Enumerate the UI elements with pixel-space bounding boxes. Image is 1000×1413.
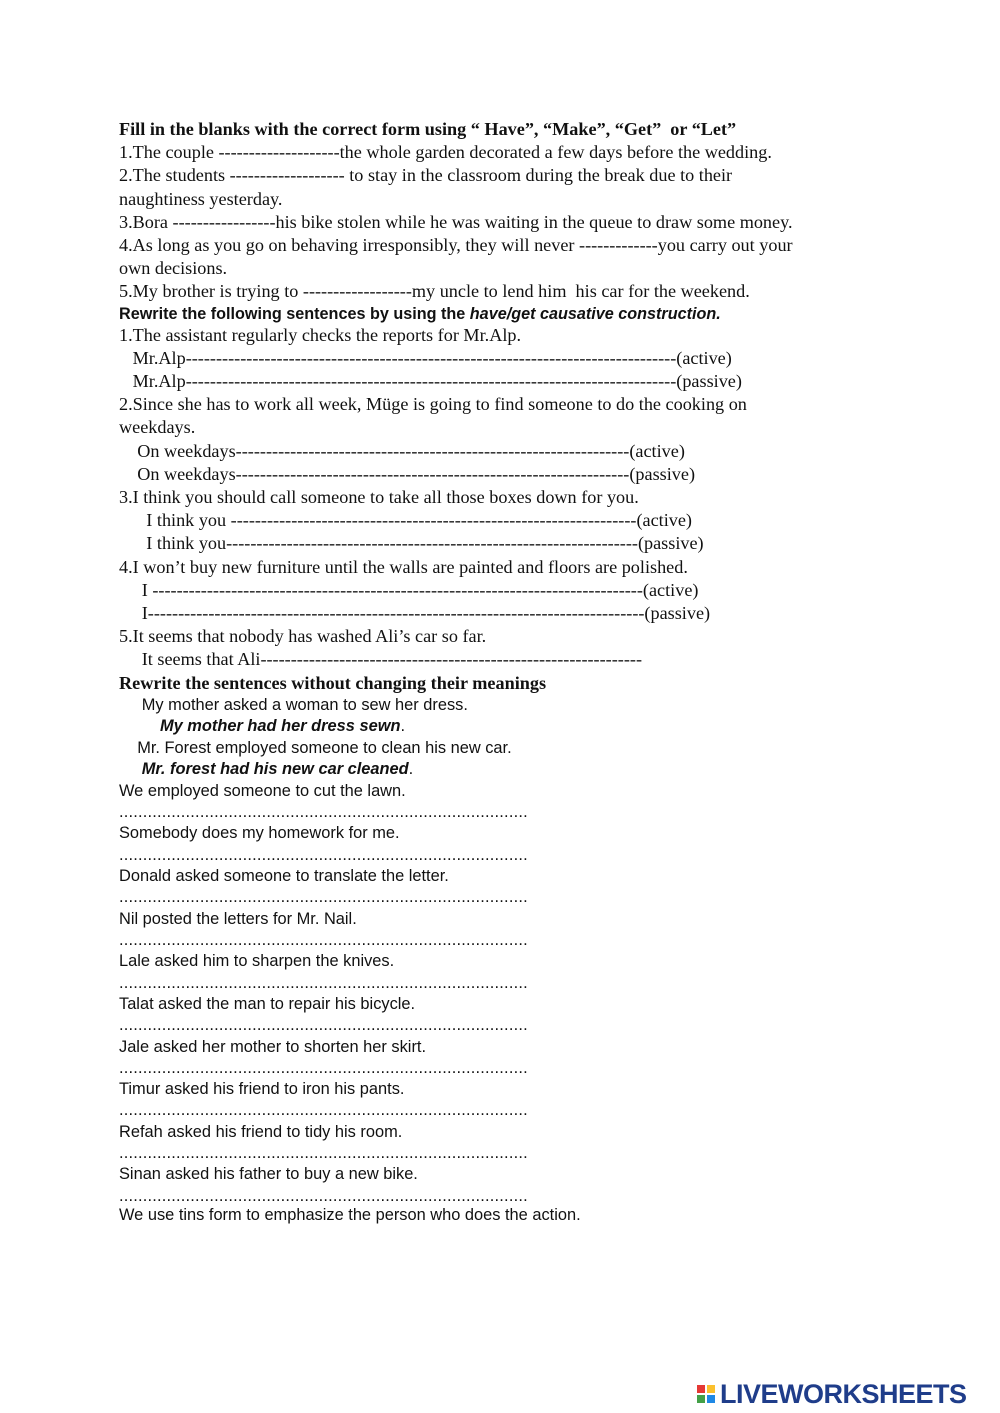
brand-square: [707, 1385, 715, 1393]
exercise-sentence: Jale asked her mother to shorten her skirt.: [119, 1037, 427, 1056]
exercise-sentence: Lale asked him to sharpen the knives.: [119, 952, 395, 971]
causative-line: On weekdays-----------------------------------------------------------------(active): [119, 440, 685, 461]
answer-line[interactable]: ......................................................................................: [119, 973, 528, 992]
causative-line: I think you--------------------------------------------------------------------(passive): [119, 533, 704, 554]
causative-line: Mr.Alp---------------------------------------------------------------------------------(active): [119, 347, 732, 368]
exercise-sentence: Timur asked his friend to iron his pants.: [119, 1080, 405, 1099]
section1-heading: Fill in the blanks with the correct form using “ Have”, “Make”, “Get” or “Let”: [119, 119, 737, 139]
causative-line: It seems that Ali---------------------------------------------------------------: [119, 649, 643, 670]
fill-blank-item: 2.The students ------------------- to stay in the classroom during the break due to their: [119, 165, 733, 186]
answer-line[interactable]: ......................................................................................: [119, 888, 528, 907]
causative-line: I think you -------------------------------------------------------------------(active): [119, 510, 692, 531]
answer-line[interactable]: ......................................................................................: [119, 1016, 528, 1035]
section-rewrite: [119, 672, 879, 1207]
brand-square: [697, 1395, 705, 1403]
section2-heading: [119, 304, 879, 324]
section3-exercises: [119, 781, 879, 1207]
causative-line: Mr.Alp---------------------------------------------------------------------------------(passive): [119, 371, 742, 392]
liveworksheets-logo: [697, 1379, 967, 1409]
section3-examples: [119, 695, 879, 781]
exercise-sentence: Somebody does my homework for me.: [119, 824, 400, 843]
causative-line: 5.It seems that nobody has washed Ali’s car so far.: [119, 626, 487, 647]
causative-line: 3.I think you should call someone to take all those boxes down for you.: [119, 487, 639, 508]
answer-line[interactable]: ......................................................................................: [119, 1143, 528, 1162]
section2-heading-emphasis: have/get causative construction.: [469, 304, 721, 323]
answer-line[interactable]: ......................................................................................: [119, 803, 528, 822]
fill-blank-item: 5.My brother is trying to ------------------my uncle to lend him his car for the weekend.: [119, 281, 750, 302]
causative-line: 2.Since she has to work all week, Müge is going to find someone to do the cooking on: [119, 394, 747, 415]
example-sentence: [119, 695, 879, 717]
fill-blank-item: 3.Bora -----------------his bike stolen while he was waiting in the queue to draw some money.: [119, 211, 793, 232]
exercise-sentence: Refah asked his friend to tidy his room.: [119, 1122, 403, 1141]
brand-name: LIVEWORKSHEETS: [720, 1378, 967, 1409]
answer-line[interactable]: ......................................................................................: [119, 1058, 528, 1077]
exercise-sentence: Donald asked someone to translate the letter.: [119, 867, 449, 886]
brand-square: [707, 1395, 715, 1403]
example-answer: [119, 716, 879, 738]
example-answer: [119, 759, 879, 781]
exercise-sentence: Sinan asked his father to buy a new bike.: [119, 1165, 418, 1184]
worksheet: [119, 118, 879, 1207]
answer-line[interactable]: ......................................................................................: [119, 1186, 528, 1205]
fill-blank-item: 4.As long as you go on behaving irresponsibly, they will never -------------you carry out your: [119, 235, 793, 256]
section2-lines: [119, 324, 879, 672]
exercise-sentence: We employed someone to cut the lawn.: [119, 781, 406, 800]
example-text: Mr. Forest employed someone to clean his new car.: [119, 738, 512, 757]
footer-note: We use tins form to emphasize the person who does the action.: [119, 1206, 581, 1224]
causative-line: I----------------------------------------------------------------------------------(passive): [119, 603, 711, 624]
fill-blank-item: 1.The couple --------------------the whole garden decorated a few days before the wedding.: [119, 142, 772, 163]
section1-items: [119, 141, 879, 303]
section-fill-blanks: [119, 118, 879, 304]
example-trail: .: [400, 717, 406, 736]
causative-line: On weekdays-----------------------------------------------------------------(passive): [119, 463, 696, 484]
answer-line[interactable]: ......................................................................................: [119, 1101, 528, 1120]
answer-line[interactable]: ......................................................................................: [119, 845, 528, 864]
fill-blank-item: naughtiness yesterday.: [119, 188, 283, 209]
causative-line: 1.The assistant regularly checks the reports for Mr.Alp.: [119, 324, 522, 345]
example-text: My mother asked a woman to sew her dress.: [119, 695, 468, 714]
example-trail: .: [408, 760, 414, 779]
brand-squares-icon: [697, 1385, 715, 1403]
brand-square: [697, 1385, 705, 1393]
example-text: My mother had her dress sewn: [119, 717, 401, 736]
example-sentence: [119, 738, 879, 760]
section2-heading-text: Rewrite the following sentences by using the: [119, 304, 470, 323]
causative-line: I ---------------------------------------------------------------------------------(active): [119, 579, 699, 600]
exercise-sentence: Nil posted the letters for Mr. Nail.: [119, 909, 357, 928]
exercise-sentence: Talat asked the man to repair his bicycle.: [119, 994, 416, 1013]
causative-line: weekdays.: [119, 417, 196, 438]
answer-line[interactable]: ......................................................................................: [119, 930, 528, 949]
example-text: Mr. forest had his new car cleaned: [119, 760, 409, 779]
section3-heading: Rewrite the sentences without changing their meanings: [119, 672, 547, 693]
causative-line: 4.I won’t buy new furniture until the walls are painted and floors are polished.: [119, 556, 688, 577]
fill-blank-item: own decisions.: [119, 258, 228, 279]
section-causative: [119, 304, 879, 672]
